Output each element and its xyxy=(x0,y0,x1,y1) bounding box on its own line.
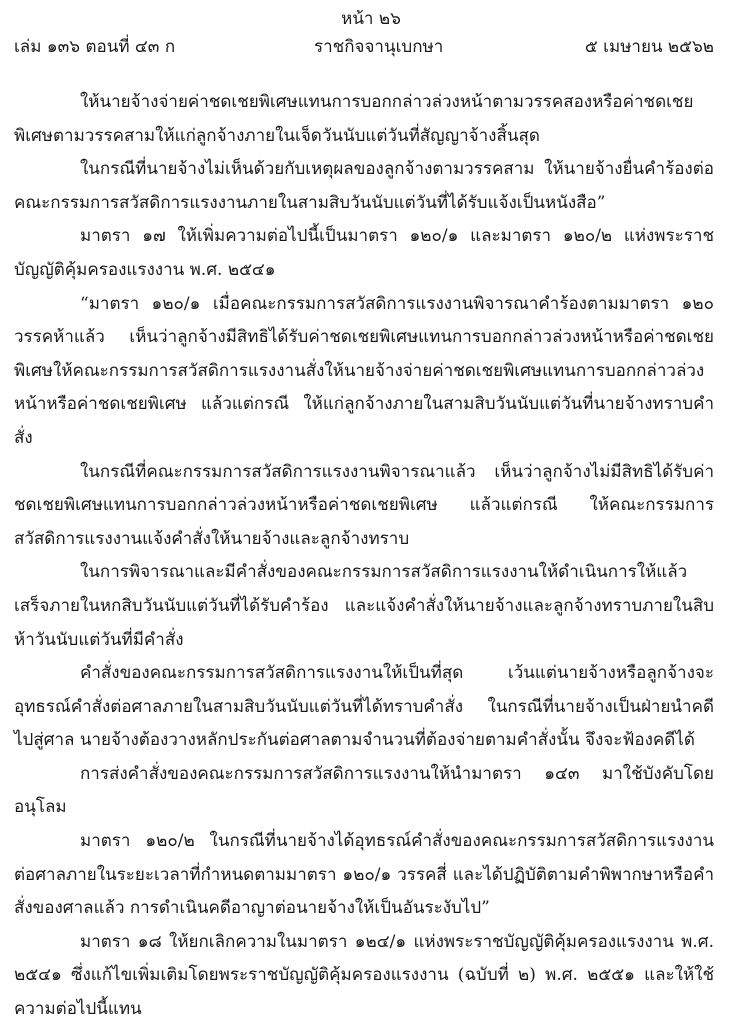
paragraph: ในการพิจารณาและมีคำสั่งของคณะกรรมการสวัสดิการแรงงานให้ดำเนินการให้แล้วเสร็จภายในหกสิบวันนับแต่วันที่ได้รับคำร้อง และแจ้งคำสั่งให้นายจ้างและลูกจ้างทราบภายในสิบห้าวันนับแต่วันที่มีคำสั่ง xyxy=(14,562,714,650)
paragraph: ให้นายจ้างจ่ายค่าชดเชยพิเศษแทนการบอกกล่าวล่วงหน้าตามวรรคสองหรือค่าชดเชยพิเศษตามวรรคสามให้แก่ลูกจ้างภายในเจ็ดวันนับแต่วันที่สัญญาจ้างสิ้นสุด xyxy=(14,92,694,146)
paragraph: การส่งคำสั่งของคณะกรรมการสวัสดิการแรงงานให้นำมาตรา ๑๔๓ มาใช้บังคับโดยอนุโลม xyxy=(14,763,714,818)
paragraph: มาตรา ๑๗ ให้เพิ่มความต่อไปนี้เป็นมาตรา ๑๒๐/๑ และมาตรา ๑๒๐/๒ แห่งพระราชบัญญัติคุ้มครองแรงงาน พ.ศ. ๒๕๔๑ xyxy=(14,226,714,280)
gazette-header xyxy=(14,36,714,60)
page-number: หน้า ๒๖ xyxy=(341,9,401,29)
paragraph: “มาตรา ๑๒๐/๑ เมื่อคณะกรรมการสวัสดิการแรงงานพิจารณาคำร้องตามมาตรา ๑๒๐ วรรคห้าแล้ว เห็นว่าลูกจ้างมีสิทธิได้รับค่าชดเชยพิเศษแทนการบอกกล่าวล่วงหน้าหรือค่าชดเชยพิเศษให้คณะกรรมการสวัสดิการแรงงานสั่งให้นายจ้างจ่ายค่าชดเชยพิเศษแทนการบอกกล่าวล่วงหน้าหรือค่าชดเชยพิเศษ แล้วแต่กรณี ให้แก่ลูกจ้างภายในสามสิบวันนับแต่วันที่นายจ้างทราบคำสั่ง xyxy=(14,293,714,448)
publication-date: ๕ เมษายน ๒๕๖๒ xyxy=(584,37,714,57)
paragraph: ในกรณีที่นายจ้างไม่เห็นด้วยกับเหตุผลของลูกจ้างตามวรรคสาม ให้นายจ้างยื่นคำร้องต่อคณะกรรมการสวัสดิการแรงงานภายในสามสิบวันนับแต่วันที่ได้รับแจ้งเป็นหนังสือ” xyxy=(14,159,714,213)
paragraph: คำสั่งของคณะกรรมการสวัสดิการแรงงานให้เป็นที่สุด เว้นแต่นายจ้างหรือลูกจ้างจะอุทธรณ์คำสั่งต่อศาลภายในสามสิบวันนับแต่วันที่ได้ทราบคำสั่ง ในกรณีที่นายจ้างเป็นฝ่ายนำคดีไปสู่ศาล นายจ้างต้องวางหลักประกันต่อศาลตามจำนวนที่ต้องจ่ายตามคำสั่งนั้น จึงจะฟ้องคดีได้ xyxy=(14,663,714,751)
document-body xyxy=(14,86,714,1027)
publication-name: ราชกิจจานุเบกษา xyxy=(314,37,444,57)
volume-issue: เล่ม ๑๓๖ ตอนที่ ๔๓ ก xyxy=(14,37,176,57)
paragraph: มาตรา ๑๘ ให้ยกเลิกความในมาตรา ๑๒๔/๑ แห่งพระราชบัญญัติคุ้มครองแรงงาน พ.ศ. ๒๕๔๑ ซึ่งแก้ไขเพิ่มเติมโดยพระราชบัญญัติคุ้มครองแรงงาน (ฉบับที่ ๒) พ.ศ. ๒๕๕๑ และให้ใช้ความต่อไปนี้แทน xyxy=(14,931,714,1020)
paragraph: มาตรา ๑๒๐/๒ ในกรณีที่นายจ้างได้อุทธรณ์คำสั่งของคณะกรรมการสวัสดิการแรงงานต่อศาลภายในระยะเวลาที่กำหนดตามมาตรา ๑๒๐/๑ วรรคสี่ และได้ปฏิบัติตามคำพิพากษาหรือคำสั่งของศาลแล้ว การดำเนินคดีอาญาต่อนายจ้างให้เป็นอันระงับไป” xyxy=(14,831,714,919)
paragraph: ในกรณีที่คณะกรรมการสวัสดิการแรงงานพิจารณาแล้ว เห็นว่าลูกจ้างไม่มีสิทธิได้รับค่าชดเชยพิเศษแทนการบอกกล่าวล่วงหน้าหรือค่าชดเชยพิเศษ แล้วแต่กรณี ให้คณะกรรมการสวัสดิการแรงงานแจ้งคำสั่งให้นายจ้างและลูกจ้างทราบ xyxy=(14,461,714,549)
